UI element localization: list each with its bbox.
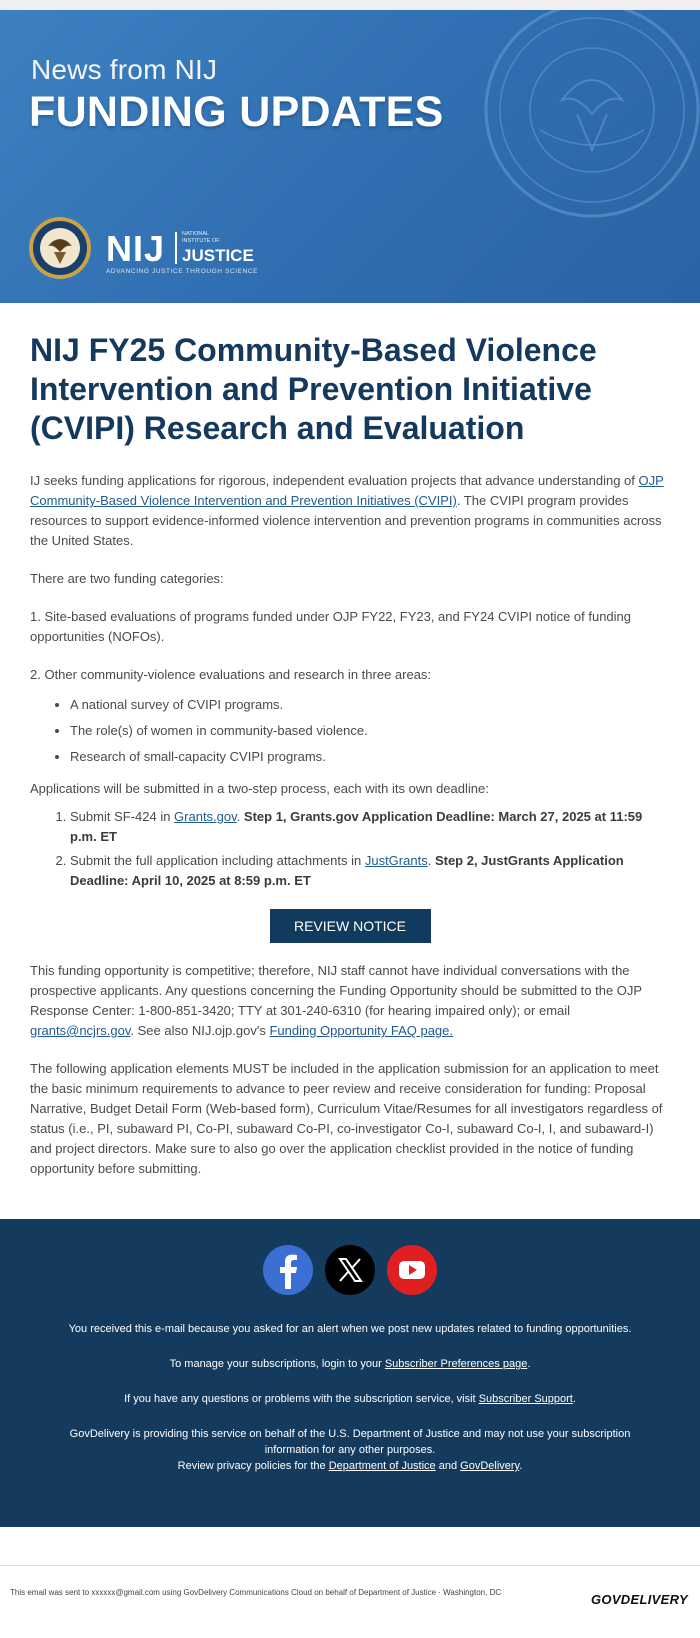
header-title: FUNDING UPDATES (29, 88, 444, 136)
doj-seal-watermark-icon (480, 10, 700, 242)
govdelivery-logo[interactable]: GOVDELIVERY (591, 1592, 688, 1607)
list-item: • The role(s) of women in community-based violence. (70, 721, 670, 741)
questions-notice: If you have any questions or problems with the subscription service, visit Subscriber Support. (124, 1393, 576, 1405)
categories-intro: There are two funding categories: (30, 571, 224, 586)
intro-text-after: . The CVIPI program provides resources to support evidence-informed violence intervention and prevention programs in communities across the United States. (30, 493, 662, 548)
required-elements-paragraph: The following application elements MUST be included in the application submission for an application to meet the basic minimum requirements to advance to peer review and receive consideration for funding: Proposal Narrative, Budget Detail Form (Web-based form), Curriculum Vitae/Resumes for all investigators regardless of status (i.e., PI, subaward PI, Co-PI, subaward Co-PI, co-investigator Co-I, subaward Co-I, I, and subaward-I) and project directors. Make sure to also go over the application checklist provided in the notice of funding opportunity before submitting. (30, 1061, 663, 1176)
privacy-text: Review privacy policies for the (177, 1460, 329, 1472)
subscriber-preferences-link[interactable]: Subscriber Preferences page (384, 1358, 528, 1370)
step-1-text: Submit SF-424 in (70, 809, 175, 824)
research-areas-list (30, 695, 670, 767)
subscriber-support-link[interactable]: Subscriber Support (478, 1393, 573, 1405)
manage-notice: To manage your subscriptions, login to your Subscriber Preferences page. (169, 1358, 531, 1370)
step-2: 2. Submit the full application including attachments in JustGrants. Step 2, JustGrants Application Deadline: April 10, 2025 at 8:59 p.m. ET (70, 851, 670, 891)
faq-link[interactable]: Funding Opportunity FAQ page. (269, 1023, 454, 1038)
privacy-notice: Review privacy policies for the Department of Justice and GovDelivery. (177, 1460, 523, 1472)
step-2-text: Submit the full application including attachments in (70, 853, 365, 868)
process-intro: Applications will be submitted in a two-step process, each with its own deadline: (30, 781, 489, 796)
brand-name: NIJ (106, 228, 166, 269)
x-icon[interactable] (325, 1245, 375, 1295)
manage-text: To manage your subscriptions, login to your (169, 1358, 385, 1370)
brand-justice: JUSTICE (182, 246, 254, 265)
intro-paragraph (30, 471, 670, 551)
grants-email-link[interactable]: grants@ncjrs.gov (30, 1023, 131, 1038)
doj-seal-icon (28, 216, 92, 280)
questions-text: If you have any questions or problems with the subscription service, visit (124, 1393, 479, 1405)
social-links (0, 1245, 700, 1295)
header-banner (0, 10, 700, 303)
sent-to-notice: This email was sent to xxxxxx@gmail.com using GovDelivery Communications Cloud on behalf of Department of Justice · Washington, DC (10, 1588, 502, 1597)
top-gray-bar (0, 0, 700, 10)
category-2: 2. Other community-violence evaluations and research in three areas: (30, 667, 432, 682)
footer (0, 1219, 700, 1527)
and-text: and (435, 1460, 461, 1472)
brand-divider (175, 232, 177, 264)
steps-list (30, 807, 670, 891)
list-item: • A national survey of CVIPI programs. (70, 695, 670, 715)
doj-privacy-link[interactable]: Department of Justice (328, 1460, 436, 1472)
justgrants-link[interactable]: JustGrants (364, 853, 428, 868)
govdelivery-privacy-link[interactable]: GovDelivery (460, 1460, 520, 1472)
button-row (30, 909, 670, 943)
received-notice: You received this e-mail because you asked for an alert when we post new updates related to funding opportunities. (68, 1323, 632, 1335)
bottom-bar (0, 1565, 700, 1625)
grants-gov-link[interactable]: Grants.gov (174, 809, 237, 824)
article-body (0, 331, 700, 1179)
intro-text-before: IJ seeks funding applications for rigorous, independent evaluation projects that advance understanding of (30, 473, 639, 488)
competitive-text-mid: . See also NIJ.ojp.gov's (130, 1023, 270, 1038)
competitive-text: This funding opportunity is competitive; therefore, NIJ staff cannot have individual conversations with the prospective applicants. Any questions concerning the Funding Opportunity should be submitted to the OJP Response Center: 1-800-851-3420; TTY at 301-240-6310 (for hearing impaired only); or email (30, 963, 642, 1018)
step-1-deadline: Step 1, Grants.gov Application Deadline: March 27, 2025 at 11:59 p.m. ET (70, 809, 643, 844)
category-1: 1. Site-based evaluations of programs funded under OJP FY22, FY23, and FY24 CVIPI notice of funding opportunities (NOFOs). (30, 609, 632, 644)
youtube-icon[interactable] (387, 1245, 437, 1295)
cvipi-link[interactable]: OJP Community-Based Violence Intervention and Prevention Initiatives (CVIPI) (30, 473, 664, 508)
list-item: • Research of small-capacity CVIPI programs. (70, 747, 670, 767)
header-kicker: News from NIJ (31, 54, 218, 85)
brand-national-institute: NATIONAL INSTITUTE OF (182, 231, 220, 244)
brand-tagline: ADVANCING JUSTICE THROUGH SCIENCE (106, 268, 259, 275)
article-title: NIJ FY25 Community-Based Violence Intervention and Prevention Initiative (CVIPI) Research and Evaluation (30, 332, 597, 446)
review-notice-button[interactable]: REVIEW NOTICE (270, 909, 431, 943)
competitive-paragraph (30, 961, 670, 1041)
spacer (0, 1527, 700, 1565)
step-2-deadline: Step 2, JustGrants Application Deadline: April 10, 2025 at 8:59 p.m. ET (70, 853, 624, 888)
govdelivery-notice: GovDelivery is providing this service on behalf of the U.S. Department of Justice and may not use your subscription information for any other purposes. (69, 1428, 631, 1456)
step-1: 1. Submit SF-424 in Grants.gov. Step 1, Grants.gov Application Deadline: March 27, 2025 at 11:59 p.m. ET (70, 807, 670, 847)
facebook-icon[interactable] (263, 1245, 313, 1295)
